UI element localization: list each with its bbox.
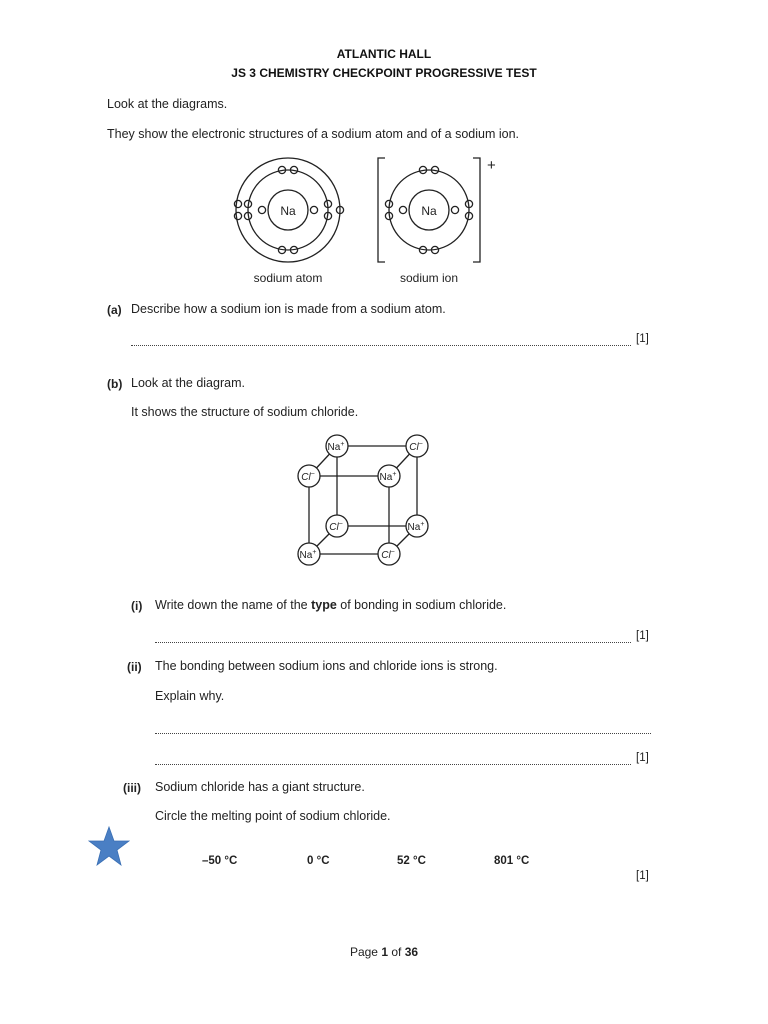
part-a-question: Describe how a sodium ion is made from a sodium atom. <box>131 302 446 316</box>
melting-point-option[interactable]: 801 °C <box>494 855 530 867</box>
part-a-label: (a) <box>107 303 122 317</box>
part-b-ii-prompt: Explain why. <box>155 689 225 703</box>
part-b-label: (b) <box>107 377 123 391</box>
school-name: ATLANTIC HALL <box>336 47 432 61</box>
melting-point-option[interactable]: 0 °C <box>307 855 330 867</box>
melting-point-option[interactable]: –50 °C <box>202 855 238 867</box>
part-b-iii-question: Sodium chloride has a giant structure. <box>155 780 365 794</box>
cl-ion-label: Cl− <box>381 549 395 561</box>
part-b-iii-label: (iii) <box>123 781 141 795</box>
cl-ion-label: Cl− <box>301 471 315 483</box>
part-b-iii-prompt: Circle the melting point of sodium chloride. <box>155 809 391 823</box>
part-a-answer-line[interactable] <box>131 345 631 346</box>
part-b-ii-answer-line-2[interactable] <box>155 764 631 765</box>
part-b-i-mark: [1] <box>636 630 649 642</box>
atom-caption: sodium atom <box>253 271 323 285</box>
cl-ion-label: Cl− <box>409 441 423 453</box>
part-b-i-label: (i) <box>131 599 143 613</box>
test-title: JS 3 CHEMISTRY CHECKPOINT PROGRESSIVE TEST <box>231 66 537 80</box>
star-icon <box>88 826 130 866</box>
na-ion-label: Na+ <box>379 471 397 483</box>
na-ion-label: Na+ <box>299 549 317 561</box>
intro-line-2: They show the electronic structures of a sodium atom and of a sodium ion. <box>107 127 520 141</box>
part-b-ii-answer-line-1[interactable] <box>155 733 651 734</box>
cl-ion-label: Cl− <box>329 521 343 533</box>
part-b-i-answer-line[interactable] <box>155 642 631 643</box>
part-b-iii-mark: [1] <box>636 870 649 882</box>
part-b-ii-label: (ii) <box>127 660 142 674</box>
ion-caption: sodium ion <box>399 271 459 285</box>
ion-symbol: Na <box>421 204 437 218</box>
page-number: Page 1 of 36 <box>349 945 419 959</box>
sodium-chloride-lattice <box>292 434 442 572</box>
part-a-mark: [1] <box>636 333 649 345</box>
part-b-ii-question: The bonding between sodium ions and chloride ions is strong. <box>155 659 498 673</box>
part-b-line-2: It shows the structure of sodium chloride. <box>131 405 359 419</box>
part-b-ii-mark: [1] <box>636 752 649 764</box>
electron-structure-diagram <box>225 155 515 290</box>
intro-line-1: Look at the diagrams. <box>107 97 228 111</box>
na-ion-label: Na+ <box>407 521 425 533</box>
atom-symbol: Na <box>280 204 296 218</box>
na-ion-label: Na+ <box>327 441 345 453</box>
ion-charge: + <box>487 157 496 174</box>
part-b-line-1: Look at the diagram. <box>131 376 245 390</box>
melting-point-option[interactable]: 52 °C <box>397 855 426 867</box>
part-b-i-question: Write down the name of the type of bonding in sodium chloride. <box>155 598 507 612</box>
